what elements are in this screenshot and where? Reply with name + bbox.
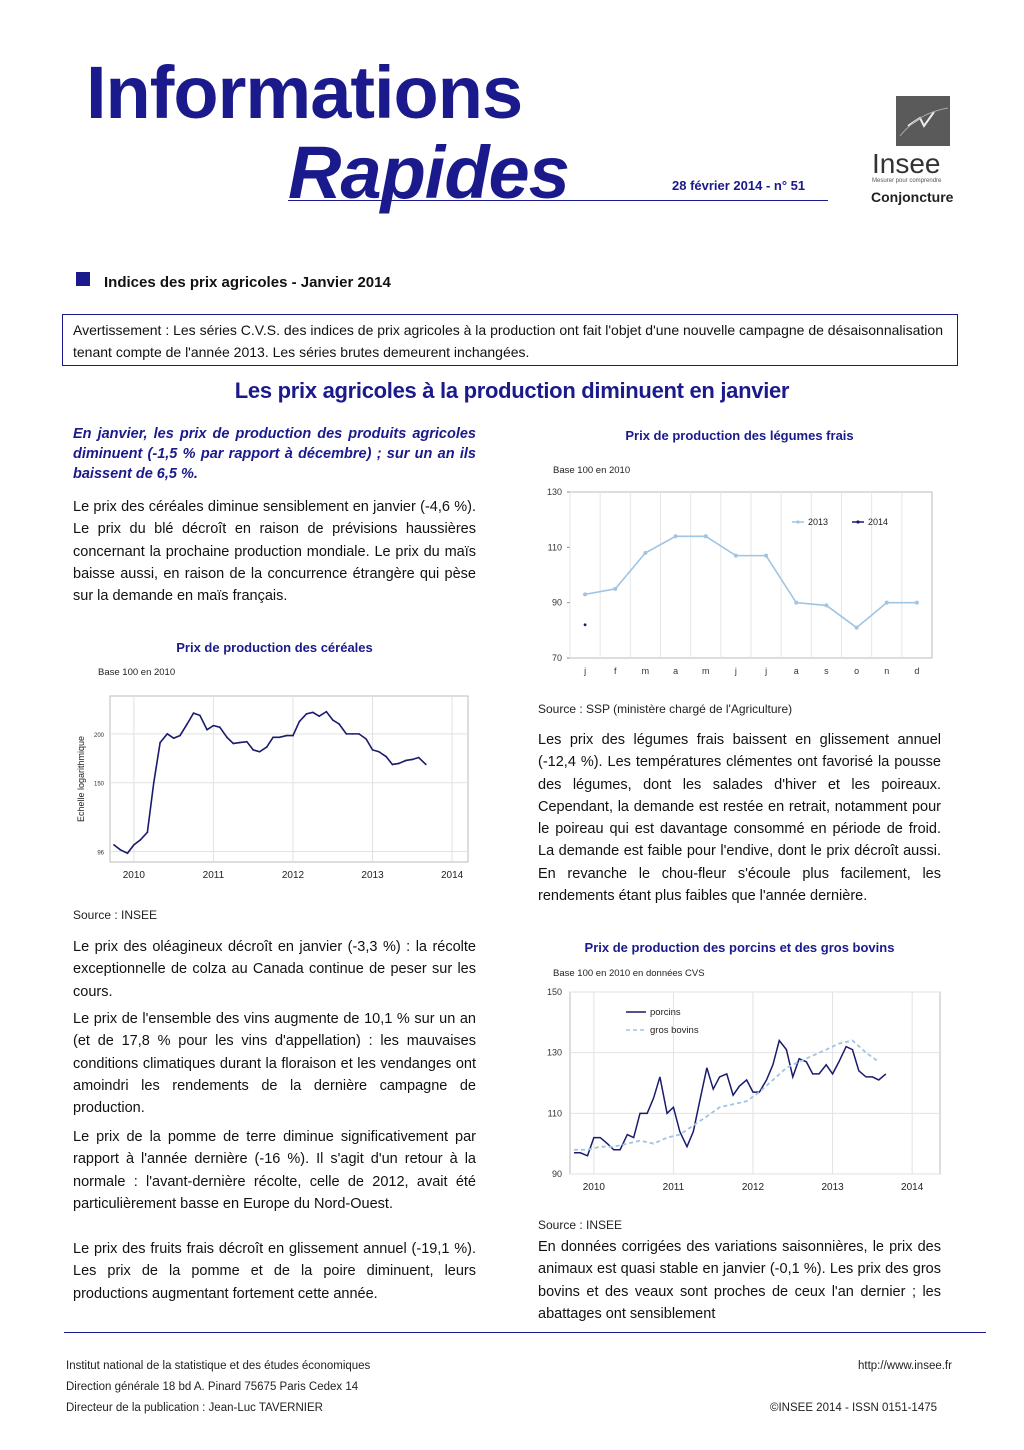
data-point	[326, 711, 328, 713]
data-point	[372, 749, 374, 751]
y-axis-label: Echelle logarithmique	[76, 735, 86, 823]
paragraph-animaux: En données corrigées des variations saisonnières, le prix des animaux est quasi stable en janvier (-0,1 %). Les prix des gros bovins et des veaux sont proches de ceux l'an dernier ; les abattages ont sensiblement	[538, 1239, 941, 1322]
footer-url-link[interactable]: http://www.insee.fr	[858, 1360, 952, 1372]
data-point	[127, 852, 129, 854]
footer-copyright: ©INSEE 2014 - ISSN 0151-1475	[770, 1402, 938, 1414]
data-point	[425, 764, 427, 766]
y-tick-label: 110	[547, 1108, 562, 1119]
chart-legumes-base: Base 100 en 2010	[553, 465, 631, 476]
y-tick-label: 130	[546, 487, 562, 497]
data-point-2013	[764, 554, 768, 558]
data-point	[179, 735, 181, 737]
paragraph-fruits: Le prix des fruits frais décroît en glissement annuel (-19,1 %). Les prix de la pomme et de la poire diminuent, leurs productions augmentant fortement cette année.	[73, 1241, 476, 1302]
data-point	[246, 741, 248, 743]
data-point	[306, 713, 308, 715]
chart-cereales-plot	[76, 696, 468, 881]
x-tick-label: n	[884, 666, 890, 676]
data-point	[358, 733, 360, 735]
y-tick-label: 90	[551, 597, 562, 608]
data-point-2013	[824, 603, 828, 607]
data-point	[252, 749, 254, 751]
issue-date: 28 février 2014 - n° 51	[672, 178, 806, 193]
data-point-2013	[674, 534, 678, 538]
data-point-2014	[584, 623, 587, 626]
y-tick-label: 96	[97, 850, 104, 857]
y-tick-label: 150	[93, 781, 104, 788]
data-point	[272, 736, 274, 738]
x-tick-label: o	[854, 666, 860, 676]
chart-legumes-plot	[547, 487, 932, 676]
chart-legumes	[534, 482, 944, 682]
data-point	[338, 723, 340, 725]
legend-marker	[796, 520, 799, 523]
x-tick-label: s	[824, 666, 829, 676]
data-point	[292, 735, 294, 737]
data-point-2013	[613, 587, 617, 591]
chart-animaux-source: Source : INSEE	[538, 1218, 623, 1232]
y-tick-label: 110	[547, 542, 562, 553]
legend-label: 2013	[808, 517, 829, 527]
paragraph-cereales: Le prix des céréales diminue sensiblement en janvier (-4,6 %). Le prix du blé décroît en raison de prévisions haussières concernant la prochaine production mondiale. Le prix du maïs baisse aussi, en raison de la concurrence étrangère qui pèse sur la demande en maïs français.	[73, 499, 476, 605]
data-point	[113, 844, 115, 846]
data-point	[332, 719, 334, 721]
data-point-2013	[855, 626, 859, 630]
chart-animaux-title: Prix de production des porcins et des gros bovins	[584, 940, 895, 955]
data-point	[226, 736, 228, 738]
data-point	[286, 735, 288, 737]
x-tick-label: 2012	[281, 870, 305, 881]
x-tick-label: m	[641, 666, 650, 676]
data-point	[318, 715, 320, 717]
data-point	[378, 751, 380, 753]
insee-logo-tagline: Mesurer pour comprendre	[872, 178, 942, 184]
data-point-2013	[794, 601, 798, 605]
paragraph-vins: Le prix de l'ensemble des vins augmente de 10,1 % sur un an (et de 17,8 % pour les vins d'appellation) : les mauvaises conditions climatiques durant la floraison et les vendanges ont amoindri les rendements de la dernière campagne de production.	[73, 1011, 476, 1117]
data-point	[206, 729, 208, 731]
x-tick-label: a	[673, 666, 679, 676]
footer-rule	[64, 1332, 986, 1333]
data-point	[352, 733, 354, 735]
x-tick-label: 2011	[662, 1182, 685, 1193]
insee-logo-text: Insee	[872, 148, 941, 179]
x-tick-label: j	[765, 666, 768, 676]
data-point-2013	[734, 554, 738, 558]
section-bullet-icon	[76, 272, 90, 286]
main-title: Les prix agricoles à la production diminuent en janvier	[234, 378, 790, 403]
legend-label: 2014	[868, 517, 889, 527]
legend-label: porcins	[650, 1007, 681, 1018]
data-point	[312, 712, 314, 714]
data-point	[199, 715, 201, 717]
data-point	[120, 849, 122, 851]
chart-frame	[110, 696, 468, 862]
y-tick-label: 200	[93, 732, 104, 739]
section-title: Indices des prix agricoles - Janvier 2014	[104, 274, 391, 291]
data-point	[166, 733, 168, 735]
x-tick-label: j	[734, 666, 737, 676]
data-point	[418, 757, 420, 759]
chart-legumes-title: Prix de production des légumes frais	[625, 428, 854, 443]
series-line-porcins	[574, 1041, 886, 1156]
data-point	[279, 736, 281, 738]
masthead-title-informations: Informations	[86, 51, 523, 134]
data-point	[259, 751, 261, 753]
data-point-2013	[583, 592, 587, 596]
chart-animaux-base: Base 100 en 2010 en données CVS	[553, 968, 705, 979]
data-point	[139, 839, 141, 841]
chart-legumes-source: Source : SSP (ministère chargé de l'Agriculture)	[538, 702, 793, 716]
chart-cereales-title: Prix de production des céréales	[176, 640, 373, 655]
x-tick-label: 2013	[361, 870, 384, 881]
chart-cereales-source: Source : INSEE	[73, 908, 158, 922]
x-tick-label: 2013	[821, 1182, 844, 1193]
chart-cereales-base: Base 100 en 2010	[98, 667, 176, 678]
footer-address: Direction générale 18 bd A. Pinard 75675 Paris Cedex 14	[66, 1381, 359, 1393]
data-point	[153, 782, 155, 784]
data-point	[385, 756, 387, 758]
data-point-2013	[915, 601, 919, 605]
conjoncture-label: Conjoncture	[871, 189, 954, 205]
paragraph-oleagineux: Le prix des oléagineux décroît en janvier (-3,3 %) : la récolte exceptionnelle de colza au Canada continue de peser sur les cours.	[73, 939, 476, 1000]
x-tick-label: f	[613, 666, 617, 676]
x-tick-label: 2010	[582, 1182, 605, 1193]
chart-frame	[570, 992, 940, 1174]
x-tick-label: 2012	[741, 1182, 765, 1193]
data-point	[233, 743, 235, 745]
y-tick-label: 90	[551, 1169, 562, 1179]
data-point	[213, 725, 215, 727]
footer-director: Directeur de la publication : Jean-Luc TAVERNIER	[66, 1402, 323, 1414]
chart-animaux	[534, 984, 944, 1200]
data-point-2013	[643, 551, 647, 555]
x-tick-label: 2010	[122, 870, 145, 881]
x-tick-label: a	[793, 666, 799, 676]
chart-animaux-plot	[547, 987, 940, 1193]
intro-summary: En janvier, les prix de production des produits agricoles diminuent (-1,5 % par rapport à décembre) ; sur un an ils baissent de 6,5 %.	[73, 426, 476, 482]
x-tick-label: d	[914, 666, 920, 676]
masthead-rule	[288, 200, 828, 201]
data-point	[392, 764, 394, 766]
footer-institution: Institut national de la statistique et des études économiques	[66, 1360, 371, 1372]
data-point	[133, 844, 135, 846]
paragraph-legumes: Les prix des légumes frais baissent en glissement annuel (-12,4 %). Les températures clémentes ont favorisé la pousse des légumes, dont les salades d'hiver et les poireaux. Cependant, la demande est restée en retrait, notamment pour le poireau qui est davantage consommé en période de froid. La demande est faible pour l'endive, dont le prix décroît aussi. En revanche le chou-fleur s'écoule plus facilement, les rendements étant plus faibles que l'année dernière.	[538, 732, 941, 905]
data-point-2013	[704, 534, 708, 538]
data-point	[193, 712, 195, 714]
data-point	[345, 733, 347, 735]
data-point	[405, 760, 407, 762]
y-tick-label: 70	[551, 653, 562, 663]
x-tick-label: 2011	[202, 870, 225, 881]
data-point-2013	[885, 601, 889, 605]
x-tick-label: 2014	[440, 870, 464, 881]
data-point	[159, 742, 161, 744]
x-tick-label: j	[584, 666, 587, 676]
masthead-title-rapides: Rapides	[288, 131, 569, 214]
data-point	[186, 723, 188, 725]
x-tick-label: m	[702, 666, 710, 676]
warning-box: Avertissement : Les séries C.V.S. des indices de prix agricoles à la production ont fait l'objet d'une nouvelle campagne de désaisonnalisation tenant compte de l'année 2013. Les séries brutes demeurent inchangées.	[62, 314, 958, 366]
data-point	[239, 742, 241, 744]
legend-label: gros bovins	[650, 1025, 699, 1036]
data-point	[412, 759, 414, 761]
legend-marker	[856, 520, 859, 523]
data-point	[398, 763, 400, 765]
y-tick-label: 150	[546, 987, 562, 997]
data-point	[266, 746, 268, 748]
paragraph-pomme-de-terre: Le prix de la pomme de terre diminue significativement par rapport à l'année dernière (-16 %). Il s'agit d'un retour à la normale : l'avant-dernière récolte, celle de 2012, avait été particulièrement basse en Europe du Nord-Ouest.	[73, 1129, 476, 1212]
x-tick-label: 2014	[901, 1182, 924, 1193]
data-point	[219, 726, 221, 728]
chart-cereales	[70, 688, 480, 888]
y-tick-label: 130	[546, 1047, 562, 1058]
data-point	[299, 721, 301, 723]
data-point	[365, 738, 367, 740]
data-point	[147, 831, 149, 833]
data-point	[173, 737, 175, 739]
insee-logo-icon	[896, 96, 950, 146]
